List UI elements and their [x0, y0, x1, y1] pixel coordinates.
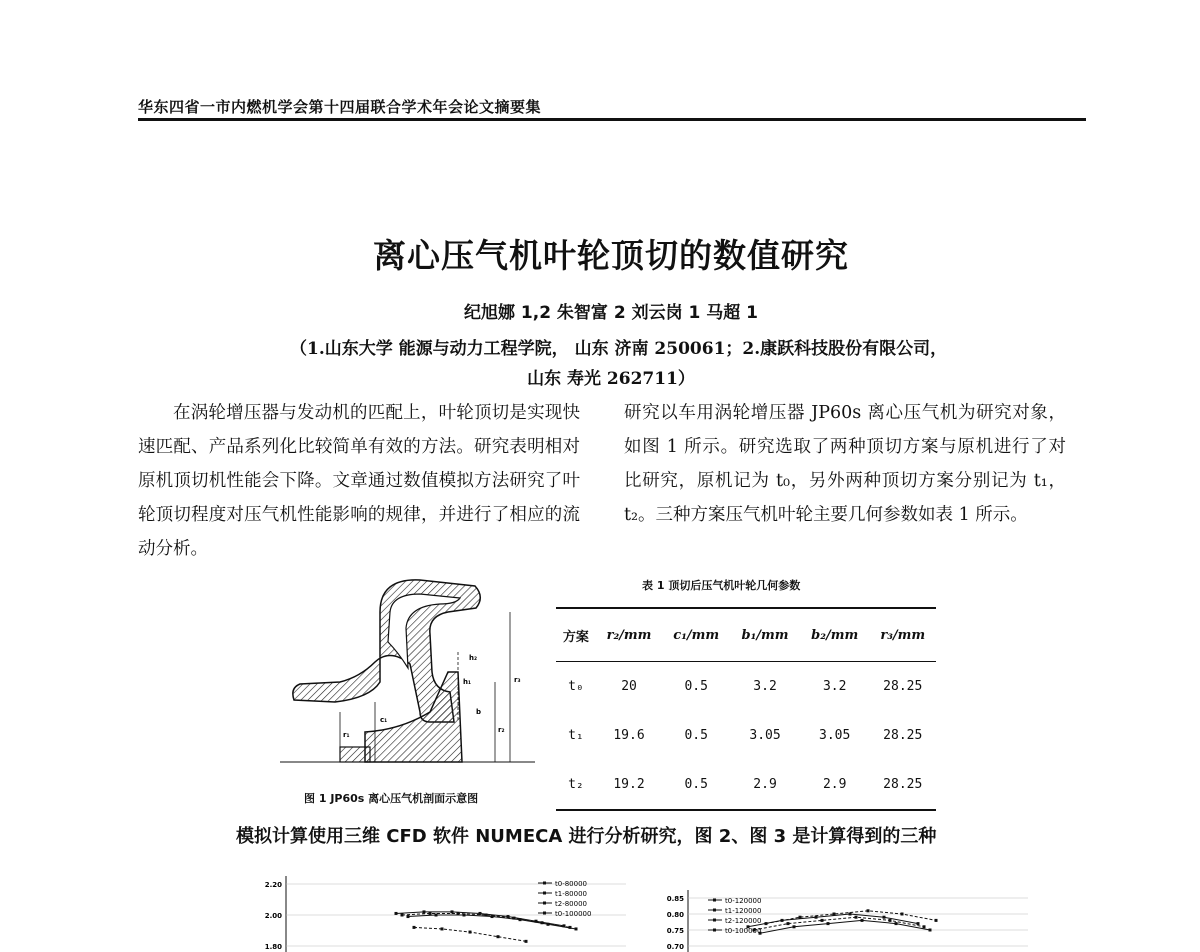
data-point — [469, 931, 472, 934]
body-continuation-line: 模拟计算使用三维 CFD 软件 NUMECA 进行分析研究，图 2、图 3 是计算得到的三种 — [236, 826, 937, 847]
legend-label: t2-80000 — [555, 900, 587, 908]
data-point — [793, 925, 796, 928]
table-cell: 3.2 — [753, 679, 777, 694]
legend-marker — [543, 912, 546, 915]
table-cell: 28.25 — [883, 728, 923, 743]
data-point — [463, 914, 466, 917]
figure-3-chart — [660, 890, 1040, 952]
data-point — [901, 913, 904, 916]
legend-marker — [713, 909, 716, 912]
legend-marker — [713, 919, 716, 922]
table-cell: 28.25 — [883, 679, 923, 694]
table-row — [556, 760, 936, 810]
table-cell: 0.5 — [662, 760, 730, 810]
data-point — [435, 914, 438, 917]
legend-label: t0-100000 — [725, 927, 762, 935]
y-tick-label: 2.00 — [264, 912, 282, 920]
affiliation-line-1: （1.山东大学 能源与动力工程学院， 山东 济南 250061；2.康跃科技股份有限公司， — [290, 339, 948, 359]
table-row — [556, 662, 936, 712]
series-line — [760, 920, 930, 933]
table-header-row — [556, 608, 936, 662]
table-header-cell: b₂/mm — [800, 608, 870, 662]
data-point — [923, 925, 926, 928]
legend-marker — [543, 902, 546, 905]
data-point — [525, 940, 528, 943]
table-cell: 0.5 — [684, 679, 708, 694]
right-paragraph: 研究以车用涡轮增压器 JP60s 离心压气机为研究对象，如图 1 所示。研究选取了两种顶切方案与原机进行了对比研究，原机记为 t₀，另外两种顶切方案分别记为 t₁，t₂。三种方案压气机叶轮主要几何参数如表 1 所示。 — [624, 403, 1066, 525]
y-tick-label: 0.85 — [666, 895, 684, 903]
data-point — [861, 919, 864, 922]
data-point — [821, 919, 824, 922]
series-line — [748, 914, 918, 927]
data-point — [827, 922, 830, 925]
data-point — [407, 915, 410, 918]
table-cell: t₀ — [568, 679, 584, 694]
label-h2: h₂ — [469, 654, 478, 662]
data-point — [765, 922, 768, 925]
data-point — [423, 910, 426, 913]
table-header-cell: b₁/mm — [730, 608, 800, 662]
table-row — [556, 711, 936, 760]
paper-title: 离心压气机叶轮顶切的数值研究 — [373, 236, 849, 275]
table-cell: 3.05 — [749, 728, 781, 743]
table-header-cell: c₁/mm — [662, 608, 730, 662]
legend-marker — [713, 899, 716, 902]
label-r3: r₃ — [514, 676, 521, 684]
table-1-caption: 表 1 顶切后压气机叶轮几何参数 — [642, 579, 801, 592]
legend-marker — [713, 929, 716, 932]
y-tick-label: 0.70 — [666, 943, 684, 951]
figure-1-caption: 图 1 JP60s 离心压气机剖面示意图 — [304, 792, 479, 805]
left-column — [138, 396, 580, 566]
data-point — [491, 915, 494, 918]
header-rule — [138, 118, 1086, 121]
data-point — [917, 922, 920, 925]
data-point — [413, 926, 416, 929]
data-point — [895, 922, 898, 925]
legend-label: t2-120000 — [725, 917, 762, 925]
data-point — [401, 914, 404, 917]
data-point — [519, 918, 522, 921]
table-1 — [556, 607, 936, 811]
data-point — [441, 927, 444, 930]
data-point — [799, 916, 802, 919]
left-paragraph: 在涡轮增压器与发动机的匹配上，叶轮顶切是实现快速匹配、产品系列化比较简单有效的方法。研究表明相对原机顶切机性能会下降。文章通过数值模拟方法研究了叶轮顶切程度对压气机性能影响的规律，并进行了相应的流动分析。 — [138, 403, 580, 559]
data-point — [855, 916, 858, 919]
data-point — [787, 922, 790, 925]
figure-1-drawing — [280, 572, 540, 782]
table-cell: 19.6 — [613, 728, 645, 743]
table-cell: 2.9 — [730, 760, 800, 810]
legend-label: t0-120000 — [725, 897, 762, 905]
table-cell: 3.05 — [819, 728, 851, 743]
y-tick-label: 1.80 — [264, 943, 282, 951]
table-cell: 19.2 — [596, 760, 662, 810]
data-point — [575, 927, 578, 930]
figure-2-chart — [250, 876, 640, 952]
table-cell: t₁ — [568, 728, 584, 743]
y-tick-label: 0.80 — [666, 911, 684, 919]
data-point — [849, 913, 852, 916]
running-header: 华东四省一市内燃机学会第十四届联合学术年会论文摘要集 — [138, 98, 542, 116]
data-point — [547, 923, 550, 926]
table-cell: 3.2 — [822, 679, 847, 694]
data-point — [883, 916, 886, 919]
data-point — [429, 912, 432, 915]
label-c1: c₁ — [380, 716, 388, 724]
shaft-shape — [340, 747, 370, 762]
data-point — [833, 913, 836, 916]
legend-label: t0-80000 — [555, 880, 587, 888]
data-point — [395, 912, 398, 915]
data-point — [935, 919, 938, 922]
y-tick-label: 0.75 — [666, 927, 684, 935]
label-b: b — [476, 708, 482, 716]
legend-label: t0-100000 — [555, 910, 592, 918]
data-point — [929, 929, 932, 932]
right-column — [624, 396, 1066, 532]
affiliation-line-2: 山东 寿光 262711） — [527, 369, 695, 389]
table-cell: 0.5 — [684, 728, 708, 743]
data-point — [497, 935, 500, 938]
data-point — [889, 919, 892, 922]
table-header-cell: r₃/mm — [870, 608, 937, 662]
legend-marker — [543, 882, 546, 885]
table-cell: 28.25 — [870, 760, 937, 810]
legend-marker — [543, 892, 546, 895]
table-cell: t₂ — [556, 760, 596, 810]
label-h1: h₁ — [463, 678, 472, 686]
y-tick-label: 2.20 — [264, 881, 282, 889]
data-point — [867, 909, 870, 912]
series-line — [414, 927, 526, 941]
table-header-cell: r₂/mm — [596, 608, 662, 662]
paper-authors: 纪旭娜 1,2 朱智富 2 刘云岗 1 马超 1 — [463, 303, 759, 323]
label-r1: r₁ — [343, 731, 350, 739]
table-header-cell: 方案 — [556, 608, 596, 662]
legend-label: t1-120000 — [725, 907, 762, 915]
label-r2: r₂ — [498, 726, 505, 734]
legend-label: t1-80000 — [555, 890, 587, 898]
table-cell: 20 — [621, 679, 637, 694]
table-cell: 2.9 — [800, 760, 870, 810]
